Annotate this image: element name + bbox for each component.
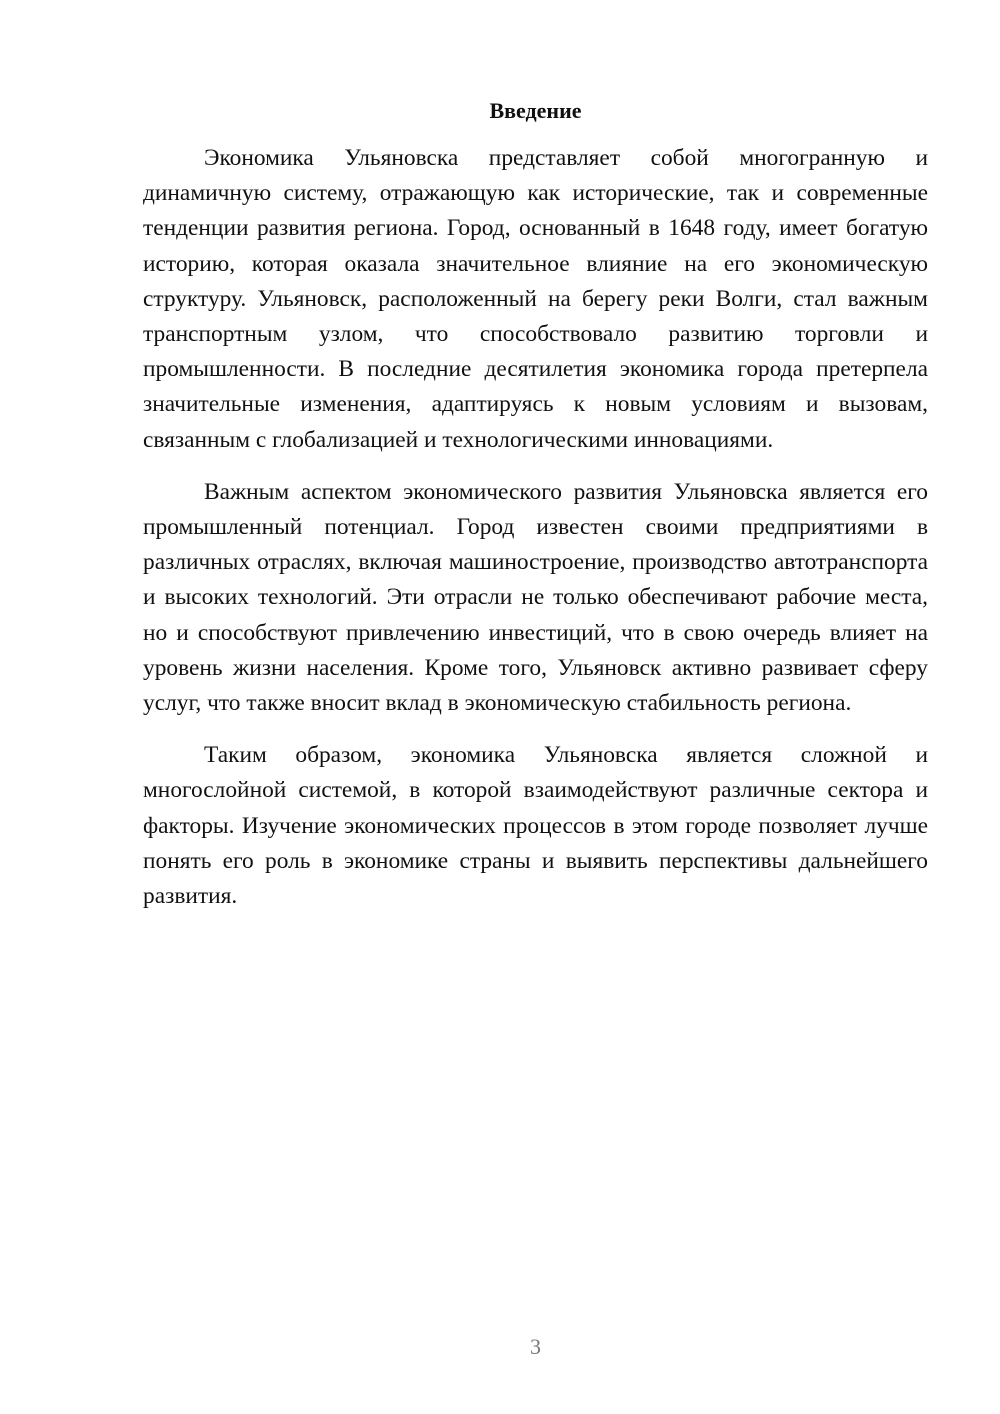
body-text: [143, 141, 928, 931]
paragraph-industry: Важным аспектом экономического развития Ульяновска является его промышленный потенциал. Город известен своими предприятиями в различных отраслях, включая машиностроение, производство автотранспорта и высоких технологий. Эти отрасли не только обеспечивают рабочие места, но и способствуют привлечению инвестиций, что в свою очередь влияет на уровень жизни населения. Кроме того, Ульяновск активно развивает сферу услуг, что также вносит вклад в экономическую стабильность региона.: [143, 478, 928, 717]
page-number: 3: [530, 1334, 541, 1359]
paragraph-conclusion: Таким образом, экономика Ульяновска является сложной и многослойной системой, в которой взаимодействуют различные сектора и факторы. Изучение экономических процессов в этом городе позволяет лучше понять его роль в экономике страны и выявить перспективы дальнейшего развития.: [143, 742, 928, 910]
section-heading: Введение: [489, 98, 582, 123]
paragraph-intro: Экономика Ульяновска представляет собой многогранную и динамичную систему, отражающую как исторические, так и современные тенденции развития региона. Город, основанный в 1648 году, имеет богатую историю, которая оказала значительное влияние на его экономическую структуру. Ульяновск, расположенный на берегу реки Волги, стал важным транспортным узлом, что способствовало развитию торговли и промышленности. В последние десятилетия экономика города претерпела значительные изменения, адаптируясь к новым условиям и вызовам, связанным с глобализацией и технологическими инновациями.: [143, 145, 928, 453]
